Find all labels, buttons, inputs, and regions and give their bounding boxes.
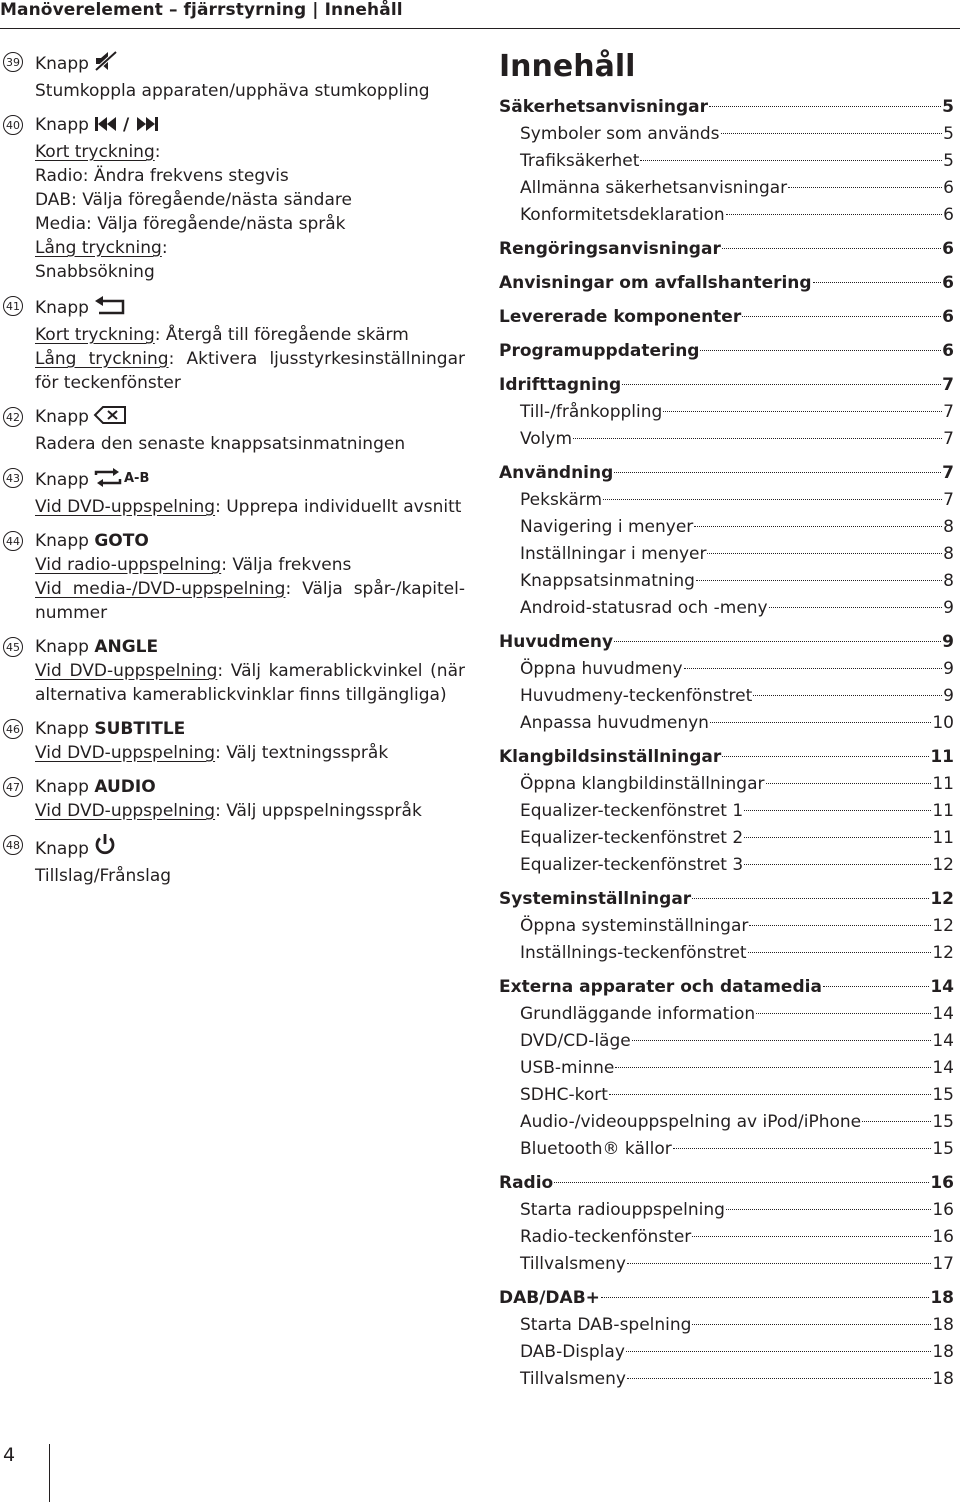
- toc-leader-dots: [748, 952, 932, 953]
- toc-subsection-entry[interactable]: [499, 595, 954, 622]
- control-item: 44 Knapp GOTO Vid radio-uppspelning: Välja frekvens Vid media-/DVD-uppspelning: Välja spår-/kapitel-nummer: [0, 529, 470, 625]
- toc-entry-page: 11: [930, 747, 954, 767]
- playback-condition: Vid DVD-uppspelning: [35, 661, 218, 681]
- toc-section-entry[interactable]: [499, 744, 954, 771]
- toc-subsection-entry[interactable]: [499, 710, 954, 737]
- item-number: 43: [3, 468, 23, 488]
- toc-title: Innehåll: [499, 49, 636, 84]
- toc-subsection-entry[interactable]: [499, 1082, 954, 1109]
- toc-entry-label: SDHC-kort: [520, 1085, 608, 1105]
- toc-subsection-entry[interactable]: [499, 1055, 954, 1082]
- toc-entry-label: Navigering i menyer: [520, 517, 694, 537]
- toc-leader-dots: [726, 1209, 931, 1210]
- item-description: Radera den senaste knappsatsinmatningen: [35, 434, 406, 454]
- toc-entry-label: Android-statusrad och -meny: [520, 598, 768, 618]
- toc-leader-dots: [749, 925, 931, 926]
- button-label: Knapp: [35, 298, 89, 318]
- toc-entry-page: 14: [932, 1058, 954, 1078]
- item-description: Snabbsökning: [35, 262, 155, 282]
- toc-leader-dots: [627, 1378, 931, 1379]
- toc-entry-label: Klangbildsinställningar: [499, 747, 722, 767]
- toc-entry-label: Bluetooth® källor: [520, 1139, 672, 1159]
- toc-entry-label: Huvudmeny-teckenfönstret: [520, 686, 753, 706]
- toc-entry-label: Knappsatsinmatning: [520, 571, 695, 591]
- toc-entry-label: Öppna klangbildinställningar: [520, 774, 765, 794]
- toc-section-entry[interactable]: [499, 236, 954, 263]
- toc-entry-label: Externa apparater och datamedia: [499, 977, 822, 997]
- toc-entry-label: Inställningar i menyer: [520, 544, 707, 564]
- toc-entry-label: Huvudmeny: [499, 632, 614, 652]
- control-item: 41 Knapp Kort tryckning: Återgå till föregående skärm Lång tryckning: Aktivera ljusstyrkesinställningar för teckenfönster: [0, 294, 470, 395]
- toc-section-entry[interactable]: [499, 886, 954, 913]
- toc-subsection-entry[interactable]: [499, 1109, 954, 1136]
- toc-leader-dots: [742, 316, 941, 317]
- press-type: Lång tryckning: [35, 349, 169, 369]
- button-label: GOTO: [94, 531, 149, 551]
- toc-entry-label: Öppna systeminställningar: [520, 916, 749, 936]
- button-label: Knapp: [35, 470, 89, 490]
- toc-section-entry[interactable]: [499, 372, 954, 399]
- toc-entry-page: 12: [932, 855, 954, 875]
- toc-subsection-entry[interactable]: [499, 1224, 954, 1251]
- toc-subsection-entry[interactable]: [499, 1136, 954, 1163]
- toc-subsection-entry[interactable]: [499, 940, 954, 967]
- toc-entry-label: Radio-teckenfönster: [520, 1227, 692, 1247]
- toc-entry-label: Användning: [499, 463, 614, 483]
- toc-entry-page: 15: [932, 1112, 954, 1132]
- toc-entry-page: 18: [932, 1369, 954, 1389]
- playback-condition: Vid DVD-uppspelning: [35, 743, 216, 763]
- svg-text:/: /: [122, 115, 130, 133]
- control-item: [0, 50, 470, 103]
- toc-subsection-entry[interactable]: [499, 175, 954, 202]
- toc-entry-label: Starta radiouppspelning: [520, 1200, 725, 1220]
- page-number: 4: [3, 1444, 16, 1466]
- playback-condition: Vid DVD-uppspelning: [35, 497, 216, 517]
- toc-leader-dots: [554, 1182, 929, 1183]
- control-item: 45 Knapp ANGLE Vid DVD-uppspelning: Välj kamerablickvinkel (när alternativa kamerablickvinklar finns tillgängliga): [0, 635, 470, 707]
- toc-entry-label: Till-/frånkoppling: [520, 402, 663, 422]
- item-description: Media: Välja föregående/nästa språk: [35, 214, 346, 234]
- toc-leader-dots: [766, 783, 932, 784]
- toc-leader-dots: [707, 553, 942, 554]
- toc-leader-dots: [788, 187, 942, 188]
- toc-subsection-entry[interactable]: [499, 541, 954, 568]
- item-description: Stumkoppla apparaten/upphäva stumkoppling: [35, 81, 430, 101]
- toc-entry-page: 7: [943, 429, 954, 449]
- footer-rule: [49, 1444, 50, 1502]
- toc-entry-page: 7: [942, 375, 954, 395]
- table-of-contents: [499, 48, 954, 1393]
- item-number: 45: [3, 637, 23, 657]
- toc-section-entry[interactable]: [499, 1285, 954, 1312]
- toc-subsection-entry[interactable]: [499, 1028, 954, 1055]
- toc-entry-label: Konformitetsdeklaration: [520, 205, 725, 225]
- toc-leader-dots: [626, 1351, 931, 1352]
- toc-entry-page: 6: [942, 273, 954, 293]
- toc-subsection-entry[interactable]: [499, 771, 954, 798]
- toc-entry-label: Symboler som används: [520, 124, 720, 144]
- toc-entry-label: DAB/DAB+: [499, 1288, 600, 1308]
- toc-entry-page: 8: [943, 571, 954, 591]
- toc-entry-page: 16: [930, 1173, 954, 1193]
- toc-entry-page: 17: [932, 1254, 954, 1274]
- backspace-icon: [93, 405, 127, 432]
- toc-subsection-entry[interactable]: [499, 913, 954, 940]
- toc-leader-dots: [627, 1263, 931, 1264]
- toc-entry-page: 11: [932, 801, 954, 821]
- toc-entry-label: Systeminställningar: [499, 889, 692, 909]
- toc-section-entry[interactable]: [499, 974, 954, 1001]
- item-description: Tillslag/Frånslag: [35, 866, 172, 886]
- toc-entry-label: Levererade komponenter: [499, 307, 742, 327]
- toc-leader-dots: [756, 1013, 931, 1014]
- toc-entry-label: Equalizer-teckenfönstret 3: [520, 855, 744, 875]
- toc-entry-page: 6: [942, 341, 954, 361]
- toc-entry-label: Volym: [520, 429, 573, 449]
- toc-entry-page: 12: [932, 943, 954, 963]
- toc-subsection-entry[interactable]: [499, 1339, 954, 1366]
- toc-entry-page: 9: [943, 686, 954, 706]
- button-label: Knapp: [35, 115, 89, 135]
- toc-entry-page: 14: [930, 977, 954, 997]
- toc-entry-label: Rengöringsanvisningar: [499, 239, 721, 259]
- toc-entry-label: Anpassa huvudmenyn: [520, 713, 709, 733]
- toc-entry-page: 5: [943, 151, 954, 171]
- toc-leader-dots: [769, 607, 943, 608]
- toc-entry-label: DVD/CD-läge: [520, 1031, 631, 1051]
- toc-entry-page: 8: [943, 544, 954, 564]
- toc-leader-dots: [862, 1121, 931, 1122]
- toc-leader-dots: [673, 1148, 932, 1149]
- press-type: Kort tryckning: [35, 325, 155, 345]
- toc-entry-page: 12: [930, 889, 954, 909]
- toc-entry-page: 9: [943, 659, 954, 679]
- item-number: 39: [3, 52, 23, 72]
- toc-entry-page: 5: [942, 97, 954, 117]
- toc-list: [499, 94, 954, 1393]
- toc-leader-dots: [753, 695, 942, 696]
- toc-leader-dots: [614, 641, 941, 642]
- item-number: 47: [3, 777, 23, 797]
- toc-entry-page: 5: [943, 124, 954, 144]
- toc-subsection-entry[interactable]: [499, 1197, 954, 1224]
- playback-condition: Vid radio-uppspelning: [35, 555, 222, 575]
- toc-entry-label: Starta DAB-spelning: [520, 1315, 692, 1335]
- toc-subsection-entry[interactable]: [499, 202, 954, 229]
- button-label: Knapp: [35, 54, 89, 74]
- item-number: 48: [3, 835, 23, 855]
- toc-leader-dots: [663, 411, 942, 412]
- toc-leader-dots: [744, 837, 931, 838]
- toc-leader-dots: [692, 1324, 931, 1325]
- toc-leader-dots: [823, 986, 929, 987]
- toc-leader-dots: [573, 438, 942, 439]
- item-number: 42: [3, 407, 23, 427]
- toc-subsection-entry[interactable]: [499, 656, 954, 683]
- item-number: 40: [3, 115, 23, 135]
- toc-entry-page: 10: [932, 713, 954, 733]
- toc-entry-page: 9: [942, 632, 954, 652]
- playback-condition: Vid media-/DVD-uppspelning: [35, 579, 286, 599]
- toc-subsection-entry[interactable]: [499, 683, 954, 710]
- header-rule: [0, 28, 960, 29]
- toc-leader-dots: [696, 580, 942, 581]
- toc-entry-label: Tillvalsmeny: [520, 1369, 626, 1389]
- toc-subsection-entry[interactable]: [499, 148, 954, 175]
- toc-subsection-entry[interactable]: [499, 1251, 954, 1278]
- power-icon: [93, 833, 117, 864]
- page-header: [0, 0, 960, 30]
- control-item: 43 Knapp A-B Vid DVD-uppspelning: Upprepa individuellt avsnitt: [0, 466, 470, 519]
- toc-entry-label: Trafiksäkerhet: [520, 151, 640, 171]
- toc-entry-page: 7: [943, 402, 954, 422]
- toc-leader-dots: [813, 282, 942, 283]
- item-number: 41: [3, 296, 23, 316]
- toc-leader-dots: [609, 1094, 931, 1095]
- toc-section-entry[interactable]: [499, 304, 954, 331]
- toc-leader-dots: [744, 810, 931, 811]
- toc-leader-dots: [632, 1040, 932, 1041]
- control-item: 40 Knapp / Kort tryckning: Radio: Ändra frekvens stegvis DAB: Välja föregående/nästa sändare Media: Välja föregående/nästa språk Lång tryckning: Snabbsökning: [0, 113, 470, 284]
- toc-leader-dots: [722, 248, 941, 249]
- toc-entry-page: 9: [943, 598, 954, 618]
- toc-entry-page: 7: [943, 490, 954, 510]
- toc-entry-page: 6: [943, 178, 954, 198]
- svg-text:A-B: A-B: [123, 471, 150, 486]
- back-icon: [93, 294, 129, 323]
- toc-subsection-entry[interactable]: [499, 1366, 954, 1393]
- toc-entry-page: 8: [943, 517, 954, 537]
- button-label: AUDIO: [94, 777, 156, 797]
- toc-entry-label: Pekskärm: [520, 490, 603, 510]
- toc-entry-label: Öppna huvudmeny: [520, 659, 683, 679]
- control-item: [0, 405, 470, 456]
- toc-entry-page: 6: [942, 307, 954, 327]
- toc-entry-page: 16: [932, 1200, 954, 1220]
- toc-leader-dots: [700, 350, 941, 351]
- toc-subsection-entry[interactable]: [499, 399, 954, 426]
- toc-entry-page: 12: [932, 916, 954, 936]
- item-number: 44: [3, 531, 23, 551]
- toc-entry-page: 15: [932, 1085, 954, 1105]
- press-type: Kort tryckning: [35, 142, 155, 162]
- toc-subsection-entry[interactable]: [499, 825, 954, 852]
- toc-leader-dots: [721, 133, 943, 134]
- prev-next-icon: [93, 115, 177, 140]
- toc-entry-page: 11: [932, 774, 954, 794]
- item-description: Radio: Ändra frekvens stegvis: [35, 166, 289, 186]
- toc-entry-label: Equalizer-teckenfönstret 2: [520, 828, 744, 848]
- toc-entry-label: Radio: [499, 1173, 554, 1193]
- toc-entry-label: Idrifttagning: [499, 375, 622, 395]
- toc-leader-dots: [726, 214, 942, 215]
- toc-leader-dots: [615, 1067, 931, 1068]
- toc-section-entry[interactable]: [499, 338, 954, 365]
- toc-leader-dots: [622, 384, 941, 385]
- toc-entry-page: 18: [932, 1342, 954, 1362]
- control-item: 46 Knapp SUBTITLE Vid DVD-uppspelning: Välj textningsspråk: [0, 717, 470, 765]
- toc-leader-dots: [614, 472, 941, 473]
- repeat-ab-icon: [93, 466, 151, 495]
- toc-leader-dots: [744, 864, 931, 865]
- toc-entry-page: 18: [930, 1288, 954, 1308]
- toc-leader-dots: [692, 898, 929, 899]
- toc-subsection-entry[interactable]: [499, 852, 954, 879]
- toc-entry-label: Programuppdatering: [499, 341, 700, 361]
- toc-entry-page: 11: [932, 828, 954, 848]
- button-label: SUBTITLE: [94, 719, 186, 739]
- toc-entry-label: Allmänna säkerhetsanvisningar: [520, 178, 788, 198]
- press-type: Lång tryckning: [35, 238, 162, 258]
- button-label: ANGLE: [94, 637, 159, 657]
- button-label: Knapp: [35, 839, 89, 859]
- toc-leader-dots: [684, 668, 943, 669]
- control-item: [0, 833, 470, 888]
- toc-entry-page: 15: [932, 1139, 954, 1159]
- toc-subsection-entry[interactable]: [499, 514, 954, 541]
- toc-leader-dots: [694, 526, 942, 527]
- toc-entry-label: Inställnings-teckenfönstret: [520, 943, 747, 963]
- toc-entry-label: Säkerhetsanvisningar: [499, 97, 709, 117]
- toc-entry-label: Grundläggande information: [520, 1004, 756, 1024]
- toc-subsection-entry[interactable]: [499, 487, 954, 514]
- control-item: 47 Knapp AUDIO Vid DVD-uppspelning: Välj uppspelningsspråk: [0, 775, 470, 823]
- toc-subsection-entry[interactable]: [499, 426, 954, 453]
- item-number: 46: [3, 719, 23, 739]
- toc-section-entry[interactable]: [499, 270, 954, 297]
- toc-subsection-entry[interactable]: [499, 798, 954, 825]
- toc-subsection-entry[interactable]: [499, 1312, 954, 1339]
- toc-section-entry[interactable]: [499, 1170, 954, 1197]
- toc-entry-page: 7: [942, 463, 954, 483]
- toc-section-entry[interactable]: [499, 94, 954, 121]
- item-description: DAB: Välja föregående/nästa sändare: [35, 190, 352, 210]
- toc-entry-label: Tillvalsmeny: [520, 1254, 626, 1274]
- toc-leader-dots: [601, 1297, 929, 1298]
- toc-entry-page: 14: [932, 1004, 954, 1024]
- toc-entry-label: Audio-/videouppspelning av iPod/iPhone: [520, 1112, 862, 1132]
- toc-subsection-entry[interactable]: [499, 568, 954, 595]
- toc-subsection-entry[interactable]: [499, 1001, 954, 1028]
- toc-entry-page: 6: [943, 205, 954, 225]
- playback-condition: Vid DVD-uppspelning: [35, 801, 216, 821]
- toc-entry-page: 14: [932, 1031, 954, 1051]
- controls-list: [0, 50, 470, 898]
- toc-entry-label: Anvisningar om avfallshantering: [499, 273, 812, 293]
- toc-entry-label: USB-minne: [520, 1058, 615, 1078]
- toc-entry-page: 6: [942, 239, 954, 259]
- button-label: Knapp: [35, 407, 89, 427]
- toc-leader-dots: [640, 160, 942, 161]
- toc-entry-label: Equalizer-teckenfönstret 1: [520, 801, 744, 821]
- toc-entry-page: 18: [932, 1315, 954, 1335]
- toc-leader-dots: [603, 499, 942, 500]
- mute-icon: [93, 50, 119, 79]
- toc-subsection-entry[interactable]: [499, 121, 954, 148]
- toc-entry-page: 16: [932, 1227, 954, 1247]
- toc-section-entry[interactable]: [499, 629, 954, 656]
- toc-entry-label: DAB-Display: [520, 1342, 625, 1362]
- header-title: Manöverelement – fjärrstyrning | Innehåll: [0, 0, 403, 20]
- toc-leader-dots: [710, 722, 931, 723]
- toc-leader-dots: [709, 106, 941, 107]
- toc-leader-dots: [692, 1236, 931, 1237]
- toc-leader-dots: [722, 756, 929, 757]
- toc-section-entry[interactable]: [499, 460, 954, 487]
